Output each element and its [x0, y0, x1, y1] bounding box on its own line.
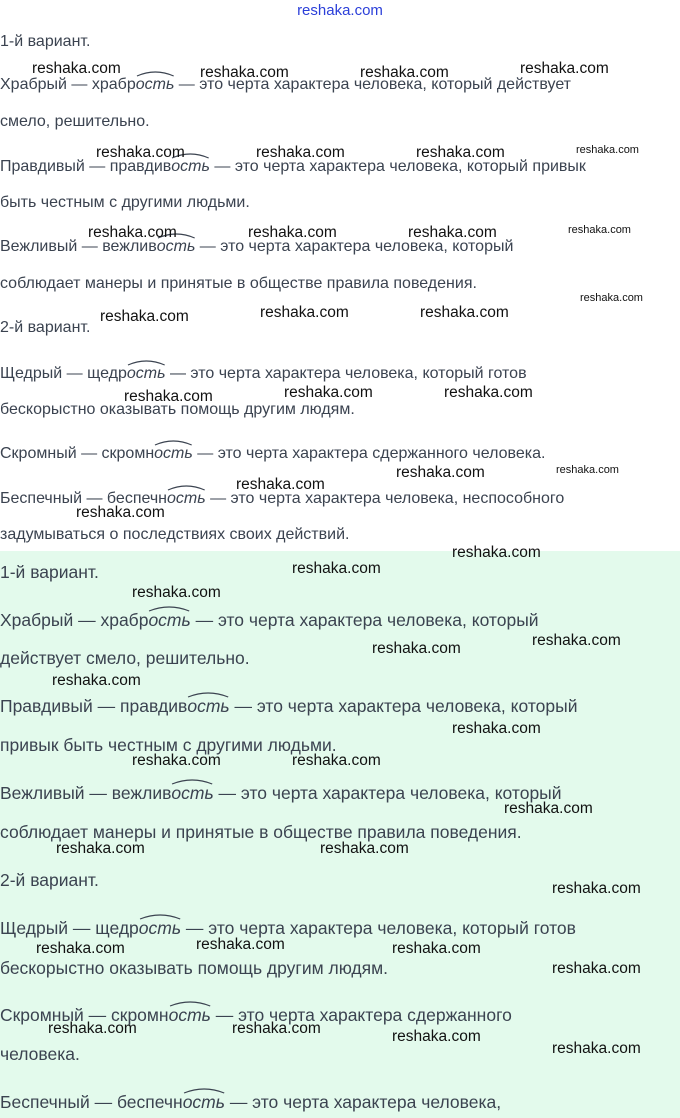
definition-text: — это черта характера человека, который	[213, 783, 562, 803]
definition-text: — это черта характера человека, который	[229, 696, 578, 716]
definition-text: — это черта характера сдержанного человека.	[192, 445, 546, 462]
answer-line: быть честным с другими людьми.	[0, 194, 250, 211]
suffix-mark	[148, 610, 190, 630]
suffix-arc-icon	[127, 358, 166, 366]
watermark: reshaka.com	[100, 308, 189, 325]
suffix-arc-icon	[136, 69, 175, 77]
word-pair: Храбрый — храбр	[0, 610, 149, 630]
answer-line	[0, 1092, 501, 1112]
watermark: reshaka.com	[452, 544, 541, 561]
answer-line: смело, решительно.	[0, 113, 150, 130]
suffix-mark	[127, 364, 166, 384]
watermark: reshaka.com	[396, 464, 485, 481]
answer-line: бескорыстно оказывать помощь другим людям.	[0, 958, 389, 978]
suffix-text: ость	[135, 76, 175, 93]
suffix-mark	[171, 783, 213, 803]
word-pair: Щедрый — щедр	[0, 365, 127, 382]
watermark: reshaka.com	[392, 940, 481, 957]
watermark: reshaka.com	[36, 940, 125, 957]
definition-text: — это черта характера человека, который готов	[165, 365, 527, 382]
word-pair: Храбрый — храбр	[0, 76, 136, 93]
watermark: reshaka.com	[124, 388, 213, 405]
answer-line	[0, 918, 576, 938]
watermark: reshaka.com	[552, 960, 641, 977]
watermark: reshaka.com	[132, 752, 221, 769]
suffix-mark	[187, 696, 229, 716]
suffix-text: ость	[168, 1005, 211, 1025]
suffix-text: ость	[171, 158, 210, 175]
watermark: reshaka.com	[292, 752, 381, 769]
definition-text: — это черта характера человека, который	[195, 238, 514, 255]
watermark: reshaka.com	[320, 840, 409, 857]
suffix-mark	[139, 918, 181, 938]
suffix-text: ость	[126, 365, 166, 382]
suffix-text: ость	[138, 918, 182, 938]
watermark: reshaka.com	[452, 720, 541, 737]
answer-line: человека.	[0, 1044, 80, 1064]
answer-line	[0, 783, 562, 803]
suffix-mark	[169, 1005, 211, 1025]
watermark: reshaka.com	[236, 476, 325, 493]
answer-line: бескорыстно оказывать помощь другим людям.	[0, 401, 355, 418]
definition-text: — это черта характера человека, который действует	[174, 76, 572, 93]
watermark: reshaka.com	[532, 632, 621, 649]
watermark: reshaka.com	[416, 144, 505, 161]
watermark: reshaka.com	[232, 1020, 321, 1037]
watermark: reshaka.com	[32, 60, 121, 77]
watermark: reshaka.com	[504, 800, 593, 817]
watermark: reshaka.com	[56, 840, 145, 857]
word-pair: Правдивый — правдив	[0, 696, 188, 716]
definition-text: — это черта характера человека, неспособного	[205, 490, 565, 507]
suffix-arc-icon	[171, 777, 213, 785]
watermark: reshaka.com	[580, 292, 643, 304]
watermark: reshaka.com	[392, 1028, 481, 1045]
suffix-text: ость	[154, 445, 193, 462]
suffix-mark	[183, 1092, 225, 1112]
suffix-arc-icon	[167, 483, 206, 491]
site-header-link[interactable]: reshaka.com	[297, 2, 383, 19]
watermark: reshaka.com	[444, 384, 533, 401]
suffix-mark	[136, 75, 175, 95]
word-pair: Щедрый — щедр	[0, 918, 139, 938]
watermark: reshaka.com	[420, 304, 509, 321]
variant-title: 1-й вариант.	[0, 562, 99, 582]
word-pair: Скромный — скромн	[0, 1005, 169, 1025]
watermark: reshaka.com	[552, 1040, 641, 1057]
watermark: reshaka.com	[256, 144, 345, 161]
watermark: reshaka.com	[576, 144, 639, 156]
watermark: reshaka.com	[260, 304, 349, 321]
word-pair: Беспечный — беспечн	[0, 490, 168, 507]
watermark: reshaka.com	[408, 224, 497, 241]
watermark: reshaka.com	[372, 640, 461, 657]
suffix-arc-icon	[154, 438, 193, 446]
suffix-mark	[154, 444, 193, 464]
answer-line: задумываться о последствиях своих действий.	[0, 526, 350, 543]
suffix-arc-icon	[139, 912, 181, 920]
watermark: reshaka.com	[520, 60, 609, 77]
suffix-text: ость	[187, 696, 230, 716]
answer-line	[0, 444, 545, 464]
word-pair: Беспечный — беспечн	[0, 1092, 183, 1112]
variant-title: 1-й вариант.	[0, 33, 91, 50]
watermark: reshaka.com	[556, 464, 619, 476]
watermark: reshaka.com	[200, 64, 289, 81]
watermark: reshaka.com	[52, 672, 141, 689]
watermark: reshaka.com	[196, 936, 285, 953]
variant-title: 2-й вариант.	[0, 870, 99, 890]
watermark: reshaka.com	[48, 1020, 137, 1037]
word-pair: Скромный — скромн	[0, 445, 155, 462]
watermark: reshaka.com	[96, 144, 185, 161]
watermark: reshaka.com	[292, 560, 381, 577]
suffix-arc-icon	[187, 690, 229, 698]
watermark: reshaka.com	[360, 64, 449, 81]
watermark: reshaka.com	[568, 224, 631, 236]
definition-text: — это черта характера человека, который привык	[209, 158, 586, 175]
suffix-arc-icon	[148, 604, 190, 612]
suffix-mark	[167, 489, 206, 509]
suffix-text: ость	[167, 490, 206, 507]
definition-text: — это черта характера сдержанного	[210, 1005, 512, 1025]
suffix-text: ость	[148, 610, 191, 630]
definition-text: — это черта характера человека, который готов	[181, 918, 576, 938]
watermark: reshaka.com	[132, 584, 221, 601]
watermark: reshaka.com	[88, 224, 177, 241]
watermark: reshaka.com	[248, 224, 337, 241]
definition-text: — это черта характера человека,	[224, 1092, 502, 1112]
word-pair: Правдивый — правдив	[0, 158, 172, 175]
answer-line: действует смело, решительно.	[0, 648, 250, 668]
definition-text: — это черта характера человека, который	[190, 610, 539, 630]
suffix-arc-icon	[169, 999, 211, 1007]
suffix-text: ость	[182, 1092, 225, 1112]
answer-line	[0, 696, 577, 716]
answer-line	[0, 610, 539, 630]
answer-line: привык быть честным с другими людьми.	[0, 735, 337, 755]
word-pair: Вежливый — вежлив	[0, 783, 172, 803]
suffix-text: ость	[156, 238, 196, 255]
variant-title: 2-й вариант.	[0, 319, 91, 336]
watermark: reshaka.com	[76, 504, 165, 521]
suffix-text: ость	[171, 783, 214, 803]
suffix-arc-icon	[183, 1086, 225, 1094]
answer-line: соблюдает манеры и принятые в обществе правила поведения.	[0, 822, 522, 842]
answer-line: соблюдает манеры и принятые в обществе правила поведения.	[0, 275, 477, 292]
word-pair: Вежливый — вежлив	[0, 238, 157, 255]
answer-line	[0, 364, 527, 384]
watermark: reshaka.com	[552, 880, 641, 897]
watermark: reshaka.com	[284, 384, 373, 401]
